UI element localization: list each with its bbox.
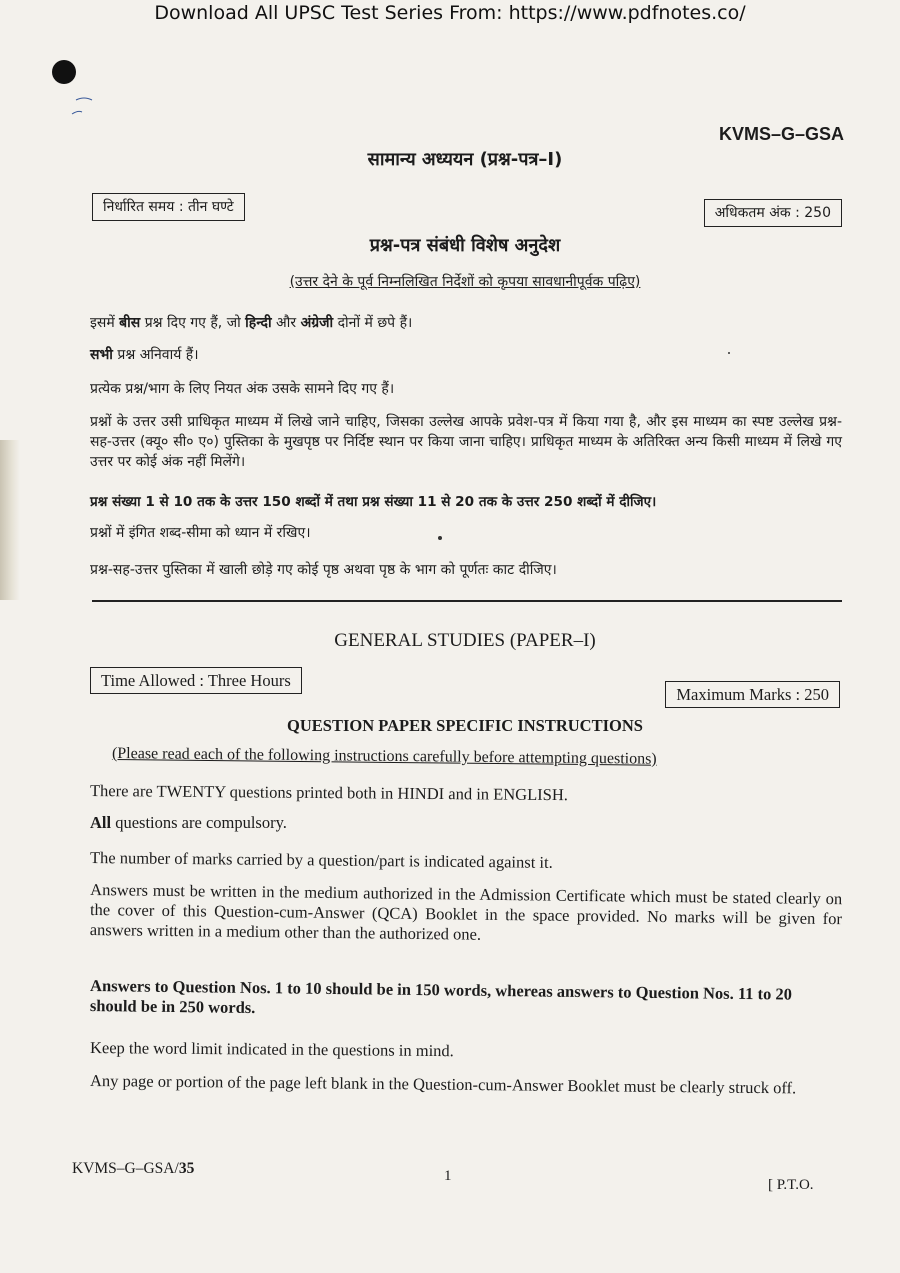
hi-l2-rest: प्रश्न अनिवार्य हैं। xyxy=(112,347,199,363)
english-instruction-6: Keep the word limit indicated in the questions in mind. xyxy=(89,1038,454,1061)
hindi-marks-box: अधिकतम अंक : 250 xyxy=(704,199,842,227)
hi-l1-bold-count: बीस xyxy=(119,315,141,331)
english-instruction-3: The number of marks carried by a question/part is indicated against it. xyxy=(89,848,553,872)
page-number: 1 xyxy=(444,1168,452,1184)
paper-code: KVMS–G–GSA xyxy=(718,124,844,144)
pen-scratch xyxy=(70,96,98,118)
hindi-instruction-1 xyxy=(90,313,842,333)
hi-l1-bold-english: अंग्रेजी xyxy=(300,315,334,331)
english-instruction-1: There are TWENTY questions printed both in HINDI and in ENGLISH. xyxy=(89,781,569,805)
english-title: GENERAL STUDIES (PAPER–I) xyxy=(334,630,596,651)
section-divider xyxy=(92,600,842,602)
english-time-box: Time Allowed : Three Hours xyxy=(90,667,302,694)
english-instruction-5: Answers to Question Nos. 1 to 10 should be in 150 words, whereas answers to Question Nos. 11 to 20 should be in 250 words. xyxy=(89,976,793,1018)
footer-paper-code xyxy=(72,1159,194,1178)
hindi-instruction-3: प्रत्येक प्रश्न/भाग के लिए नियत अंक उसके सामने दिए गए हैं। xyxy=(90,381,395,397)
hi-l1-e: और xyxy=(271,315,301,331)
page-edge-shadow xyxy=(0,440,20,600)
english-heading: QUESTION PAPER SPECIFIC INSTRUCTIONS xyxy=(287,716,643,735)
hindi-instruction-6: प्रश्नों में इंगित शब्द-सीमा को ध्यान में रखिए। xyxy=(90,525,311,541)
english-subheading: (Please read each of the following instructions carefully before attempting questions) xyxy=(111,745,657,768)
hindi-heading: प्रश्न-पत्र संबंधी विशेष अनुदेश xyxy=(369,235,561,256)
ink-dot xyxy=(438,536,442,540)
english-instruction-2 xyxy=(90,813,842,832)
hindi-subheading: (उत्तर देने के पूर्व निम्नलिखित निर्देशों को कृपया सावधानीपूर्वक पढ़िए) xyxy=(289,274,641,290)
hi-l2-bold: सभी xyxy=(90,347,113,363)
hindi-instruction-7: प्रश्न-सह-उत्तर पुस्तिका में खाली छोड़े गए कोई पृष्ठ अथवा पृष्ठ के भाग को पूर्णतः काट दीजिए। xyxy=(90,562,557,578)
pto-marker: [ P.T.O. xyxy=(768,1177,814,1193)
hindi-title: सामान्य अध्ययन (प्रश्न-पत्र–I) xyxy=(367,149,563,170)
download-banner: Download All UPSC Test Series From: https://www.pdfnotes.co/ xyxy=(154,2,746,24)
english-marks-box: Maximum Marks : 250 xyxy=(665,681,840,708)
english-instruction-4: Answers must be written in the medium authorized in the Admission Certificate which must be stated clearly on the cover of this Question-cum-Answer (QCA) Booklet in the space provided. No marks will be given for answers written in a medium other than the authorized one. xyxy=(89,880,843,944)
hi-l1-bold-hindi: हिन्दी xyxy=(245,315,272,331)
hindi-time-box: निर्धारित समय : तीन घण्टे xyxy=(92,193,245,221)
hindi-instruction-4: प्रश्नों के उत्तर उसी प्राधिकृत माध्यम में लिखे जाने चाहिए, जिसका उल्लेख आपके प्रवेश-पत्र में किया गया है, और इस माध्यम का स्पष्ट उल्लेख प्रश्न-सह-उत्तर (क्यू० सी० ए०) पुस्तिका के मुखपृष्ठ पर निर्दिष्ट स्थान पर किया जाना चाहिए। प्राधिकृत माध्यम के अतिरिक्त अन्य किसी माध्यम में लिखे गए उत्तर पर कोई अंक नहीं मिलेंगे। xyxy=(90,414,842,470)
en-l2-rest: questions are compulsory. xyxy=(111,813,287,832)
hindi-instruction-2 xyxy=(90,345,842,365)
punch-hole xyxy=(52,60,76,84)
footer-code-prefix: KVMS–G–GSA/ xyxy=(72,1160,179,1177)
english-instruction-7: Any page or portion of the page left blank in the Question-cum-Answer Booklet must be clearly struck off. xyxy=(89,1071,797,1098)
footer-code-number: 35 xyxy=(178,1160,195,1177)
hi-l1-g: दोनों में छपे हैं। xyxy=(333,315,413,331)
en-l2-bold: All xyxy=(90,813,112,832)
hi-l1-c: प्रश्न दिए गए हैं, जो xyxy=(140,315,246,331)
ink-dot xyxy=(728,352,730,354)
hi-l1-a: इसमें xyxy=(90,315,120,331)
hindi-instruction-5: प्रश्न संख्या 1 से 10 तक के उत्तर 150 शब्दों में तथा प्रश्न संख्या 11 से 20 तक के उत्तर 250 शब्दों में दीजिए। xyxy=(90,494,657,510)
